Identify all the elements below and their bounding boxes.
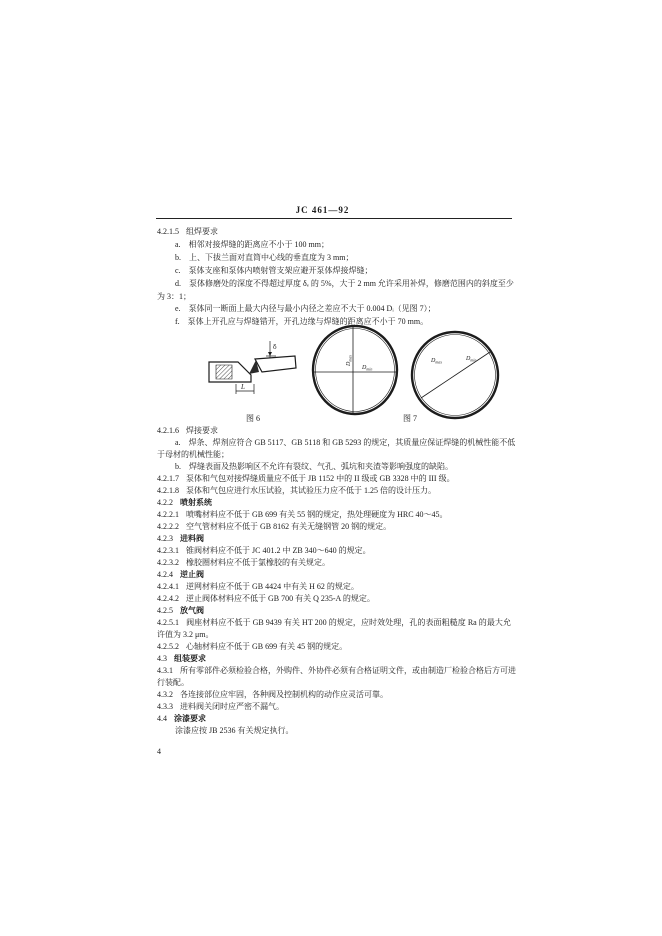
- clause-4-2-1-7: [157, 474, 455, 484]
- dmin-base: D: [362, 365, 367, 371]
- item-marker: e.: [175, 304, 181, 313]
- clause-text: 橡胶圈材料应不低于氯橡胶的有关规定。: [186, 558, 330, 567]
- clause-4-2-1-5-item-d: [175, 279, 514, 289]
- clause-4-2-3-heading: [157, 534, 204, 544]
- header-rule: [156, 218, 512, 219]
- clause-number: 4.2.5.1: [157, 618, 179, 627]
- clause-4-2-1-5-item-d-continued: [157, 292, 191, 302]
- dmin-base: D: [466, 356, 471, 362]
- clause-4-3-2: [157, 690, 388, 700]
- clause-4-2-3-2: [157, 558, 330, 568]
- clause-text: 所有零部件必须检验合格，外购件、外协件必须有合格证明文件，或由制造厂检验合格后方可进: [180, 666, 516, 675]
- clause-4-2-4-2: [157, 594, 375, 604]
- clause-text: 心轴材料应不低于 GB 699 有关 45 钢的规定。: [186, 642, 348, 651]
- clause-4-2-2-2: [157, 522, 391, 532]
- dmax-sub: max: [347, 354, 353, 362]
- item-text: 为 3：1；: [157, 292, 191, 301]
- item-text: 泵体同一断面上最大内径与最小内径之差应不大于 0.004 Dᵢ（见图 7）；: [188, 304, 436, 313]
- clause-4-2-4-heading: [157, 570, 204, 580]
- clause-text: 许值为 3.2 μm。: [157, 630, 214, 639]
- clause-text: 泵体和气包对接焊缝质量应不低于 JB 1152 中的 II 级或 GB 3328 中的 III 级。: [186, 474, 455, 483]
- clause-4-2-1-5-item-e: [175, 304, 436, 314]
- item-text: 泵体上开孔应与焊缝错开，开孔边缘与焊缝的距离应不小于 70 mm。: [187, 317, 429, 326]
- clause-4-2-2-heading: [157, 498, 212, 508]
- clause-number: 4.3.1: [157, 666, 173, 675]
- clause-4-2-1-6-item-a-continued: [157, 450, 229, 460]
- clause-4-3-3: [157, 702, 284, 712]
- figure-6-caption: 图 6: [246, 414, 260, 423]
- clause-4-2-4-1: [157, 582, 359, 592]
- clause-4-4-text: [175, 726, 293, 736]
- clause-text: 阀座材料应不低于 GB 9439 有关 HT 200 的规定，应时效处理，孔的表面粗糙度 Ra 的最大允: [186, 618, 511, 627]
- item-marker: b.: [175, 253, 181, 262]
- clause-number: 4.3.3: [157, 702, 173, 711]
- dmax-base: D: [431, 358, 436, 364]
- clause-4-2-1-8: [157, 486, 436, 496]
- figure-7-out-of-roundness: [313, 326, 498, 423]
- vessel-section-circle-1: [313, 326, 397, 414]
- delta-arrow: [268, 352, 272, 356]
- clause-title: 进料阀: [180, 534, 204, 543]
- clause-text: 逆止阀体材料应不低于 GB 700 有关 Q 235-A 的规定。: [186, 594, 375, 603]
- vessel-inner-circle-1: [316, 329, 395, 412]
- item-text: 焊条、焊剂应符合 GB 5117、GB 5118 和 GB 5293 的规定，其质量应保证焊缝的机械性能不低: [188, 438, 516, 447]
- clause-4-3-1-continued: [157, 678, 189, 688]
- clause-number: 4.2.4.2: [157, 594, 179, 603]
- weld-seam: [249, 360, 259, 374]
- clause-4-2-1-5-heading: [157, 227, 218, 237]
- hatched-section: [216, 365, 232, 379]
- clause-number: 4.3.2: [157, 690, 173, 699]
- standard-code-header: JC 461—92: [295, 205, 350, 215]
- item-text: 于母材的机械性能；: [157, 450, 229, 459]
- dmax-sub: max: [435, 359, 443, 365]
- clause-number: 4.2.5.2: [157, 642, 179, 651]
- clause-text: 进料阀关闭时应严密不漏气。: [180, 702, 284, 711]
- clause-4-2-5-1-continued: [157, 630, 214, 640]
- figures-6-and-7: [0, 325, 662, 430]
- clause-4-3-heading: [157, 654, 206, 664]
- clause-4-2-1-5-item-b: [175, 253, 353, 263]
- clause-number: 4.2.3.1: [157, 546, 179, 555]
- item-text: 焊缝表面及热影响区不允许有裂纹、气孔、弧坑和夹渣等影响强度的缺陷。: [189, 462, 453, 471]
- clause-number: 4.2.1.5: [157, 227, 179, 236]
- clause-text: 逆网材料应不低于 GB 4424 中有关 H 62 的规定。: [186, 582, 359, 591]
- dmax-base: D: [346, 361, 352, 366]
- figure-6-weld-misalignment: [209, 341, 296, 423]
- clause-title: 组焊要求: [186, 227, 218, 236]
- dmin-sub: min: [470, 357, 477, 363]
- clause-number: 4.2.1.7: [157, 474, 179, 483]
- clause-title: 涂漆要求: [174, 714, 206, 723]
- clause-number: 4.3: [157, 654, 167, 663]
- item-text: 泵体支座和泵体内喷射管支架应避开泵体焊接焊缝；: [188, 266, 373, 275]
- item-text: 泵体修磨处的深度不得超过厚度 δₑ 的 5%，大于 2 mm 允许采用补焊，修磨范围内的斜度至少: [189, 279, 514, 288]
- clause-4-2-1-6-item-b: [175, 462, 453, 472]
- clause-4-2-1-6-heading: [157, 426, 218, 436]
- right-plate: [255, 356, 296, 372]
- clause-number: 4.2.4.1: [157, 582, 179, 591]
- item-marker: b.: [175, 462, 181, 471]
- clause-4-2-1-5-item-c: [175, 266, 373, 276]
- clause-title: 焊接要求: [186, 426, 218, 435]
- dmin-label-2: [465, 356, 476, 363]
- clause-4-2-1-6-item-a: [175, 438, 516, 448]
- clause-4-3-1: [157, 666, 516, 676]
- clause-number: 4.2.1.6: [157, 426, 179, 435]
- item-text: 相邻对接焊缝的距离应不小于 100 mm；: [188, 240, 330, 249]
- clause-number: 4.2.3: [157, 534, 173, 543]
- page-number: 4: [157, 747, 161, 756]
- clause-text: 锥阀材料应不低于 JC 401.2 中 ZB 340～640 的规定。: [186, 546, 371, 555]
- dmax-label-1: [346, 355, 353, 367]
- item-marker: a.: [175, 438, 181, 447]
- clause-number: 4.4: [157, 714, 167, 723]
- clause-text: 泵体和气包应进行水压试验，其试验压力应不低于 1.25 倍的设计压力。: [186, 486, 436, 495]
- dmin-sub: min: [366, 366, 373, 372]
- clause-4-2-5-heading: [157, 606, 204, 616]
- item-marker: c.: [175, 266, 181, 275]
- item-marker: a.: [175, 240, 181, 249]
- clause-4-2-3-1: [157, 546, 371, 556]
- clause-4-4-heading: [157, 714, 206, 724]
- clause-title: 组装要求: [174, 654, 206, 663]
- clause-4-2-5-1: [157, 618, 511, 628]
- clause-number: 4.2.1.8: [157, 486, 179, 495]
- dmin-label-1: [361, 365, 372, 372]
- item-marker: f.: [175, 317, 180, 326]
- L-label: L: [241, 383, 245, 391]
- clause-4-2-2-1: [157, 510, 448, 520]
- clause-number: 4.2.2.1: [157, 510, 179, 519]
- clause-text: 喷嘴材料应不低于 GB 699 有关 55 钢的规定，热处理硬度为 HRC 40～45。: [186, 510, 448, 519]
- figure-7-caption: 图 7: [403, 414, 417, 423]
- clause-text: 空气管材料应不低于 GB 8162 有关无缝钢管 20 钢的规定。: [186, 522, 392, 531]
- clause-4-2-5-2: [157, 642, 347, 652]
- delta-label: δ: [273, 344, 277, 351]
- clause-text: 各连接部位应牢固，各种阀及控制机构的动作应灵活可靠。: [180, 690, 388, 699]
- clause-number: 4.2.4: [157, 570, 173, 579]
- clause-title: 放气阀: [180, 606, 204, 615]
- clause-number: 4.2.5: [157, 606, 173, 615]
- dmax-label-2: [430, 358, 442, 365]
- clause-number: 4.2.2: [157, 498, 173, 507]
- clause-text: 涂漆应按 JB 2536 有关规定执行。: [175, 726, 294, 735]
- clause-text: 行装配。: [157, 678, 189, 687]
- item-text: 上、下拔兰面对直筒中心线的垂直度为 3 mm；: [189, 253, 354, 262]
- clause-number: 4.2.2.2: [157, 522, 179, 531]
- clause-title: 逆止阀: [180, 570, 204, 579]
- clause-number: 4.2.3.2: [157, 558, 179, 567]
- clause-4-2-1-5-item-a: [175, 240, 329, 250]
- item-marker: d.: [175, 279, 181, 288]
- clause-title: 喷射系统: [180, 498, 212, 507]
